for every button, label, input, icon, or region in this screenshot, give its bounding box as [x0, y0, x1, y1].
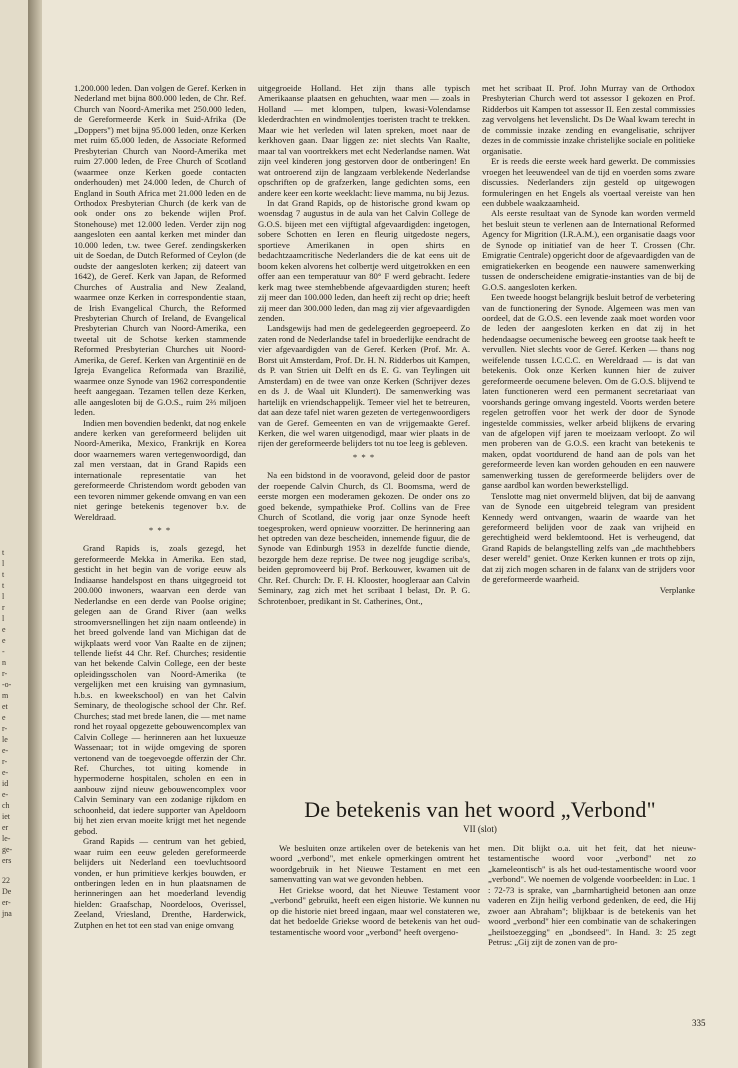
margin-fragment: t	[2, 581, 5, 590]
paragraph: Na een bidstond in de vooravond, geleid door de pastor der roepende Calvin Church, ds Cl. Boomsma, werd de eerste morgen een moderamen gekozen. De onder ons zo goed bekende, sympathieke Prof. Collins van de Free Church of Scotland, die vorig jaar onze Synode heeft toegesproken, werd opnieuw voorzitter. De herinnering aan het optreden van deze bescheiden, innemende figuur, die de Synode van Edinburgh 1953 in dezelfde functie diende, bezorgde hem deze reprise. De twee nog jeugdige scriba's, beiden gepromoveerd bij Prof. Berkouwer, kwamen uit de Chr. Ref. Church: Dr. F. H. Klooster, hoogleraar aan Calvin Seminary, zag zich met het scribaat I belast, Dr. P. G. Schrotenboer, predikant in St. Catherines, Ont.,	[258, 470, 470, 606]
margin-fragment: t	[2, 570, 5, 579]
section-separator: * * *	[148, 525, 172, 536]
margin-fragment: l	[2, 559, 5, 568]
article1-column-2	[258, 83, 470, 606]
article2-column-1	[270, 843, 480, 937]
margin-fragment: r-	[2, 669, 8, 678]
article2-title: De betekenis van het woord „Verbond"	[304, 797, 656, 822]
article2-column-2	[488, 843, 696, 948]
margin-fragment: e	[2, 713, 6, 722]
margin-fragment: t	[2, 548, 5, 557]
margin-fragment: l	[2, 614, 5, 623]
page-number: 335	[692, 1018, 706, 1028]
margin-fragment: -	[2, 647, 5, 656]
margin-fragment: ge-	[2, 845, 13, 854]
previous-page-margin	[0, 0, 30, 1068]
margin-fragment: er	[2, 823, 9, 832]
section-separator: * * *	[352, 451, 376, 462]
paragraph: In dat Grand Rapids, op de historische grond kwam op woensdag 7 augustus in de aula van het Calvin College de G.O.S. bijeen met een vijftigtal afgevaardigden: ingetogen, sobere Schotten en Ieren en fleurig uitgedoste negers, sportieve Amerikanen in open shirts en bedachtzaamcritische Nederlanders die de kat eens uit de boom keken alvorens het colbertje werd uitgetrokken en een offer aan een temperatuur van 80° F werd gebracht. Iedere kerk mag twee stemhebbende afgevaardigden sturen; heeft zij meer dan 100.000 leden, dan heeft zij recht op drie; heeft zij meer dan 300.000 leden, dan mag zij vier afgevaardigden zenden.	[258, 197, 470, 323]
margin-fragment: le-	[2, 834, 11, 843]
margin-fragment: m	[2, 691, 9, 700]
paragraph: 1.200.000 leden. Dan volgen de Geref. Kerken in Nederland met bijna 800.000 leden, de Chr. Ref. Church van Noord-Amerika met 250.000 leden, de Gereformeerde Kerk in Suid-Afrika (De „Doppers") met bijna 95.000 leden, onze Kerken met ruim 65.000 leden, de Associate Reformed Presbyterian Church van Noord-Amerika met ruim 27.000 leden, de Free Church of Scotland (waarmee onze Kerken goede contacten onderhouden) met 24.000 leden, de Church of England in South Africa met 21.000 leden en de Orthodox Presbyterian Church (de kerk van de ook onder ons zo bekende wijlen Prof. Stonehouse) met 12.000 leden. Verder zijn nog aangesloten een aantal kerken met minder dan 10.000 leden, t.w. twee Geref. zendingskerken uit de Soedan, de Dutch Reformed of Ceylon (de oudste der aangesloten kerken; zij dateert van 1642), de Geref. Kerk van Japan, de Reformed Churches of Australia and New Zealand, waarmee onze Kerken in correspondentie staan, de Irish Evangelical Church, the Reformed Presbyterian Church of Ireland, de Evangelical Presbyterian Church van Noord-Amerika, een tweetal uit de Schotse kerken stammende Reformed Presbyterian Churches uit Noord-Amerika, de Geref. Kerken van Argentinië en de Igreja Evangelica Reformada van Brazilië, waarmee onze Synode van 1962 correspondentie heeft aangegaan. Tezamen tellen deze Kerken, alle aangesloten bij de G.O.S., ruim 2⅔ miljoen leden.	[74, 83, 246, 418]
paragraph: Landsgewijs had men de gedelegeerden gegroepeerd. Zo zaten rond de Nederlandse tafel in broederlijke eendracht de vier afgevaardigden van de Geref. Kerken (Prof. Mr. A. Borst uit Amsterdam, Prof. Dr. H. N. Ridderbos uit Kampen, ds P. van Strien uit Delft en ds E. G. van Teylingen uit Amsterdam) en de twee van onze Kerken (Schrijver dezes en ds J. de Waal uit Klundert). De samenwerking was hartelijk en vriendschappelijk. Temeer viel het te betreuren, dat aan deze tafel niet waren gezeten de vertegenwoordigers van de Geref. Gemeenten en van de vrijgemaakte Geref. Kerken, die wel waren uitgenodigd, maar wier plaats in de rijen der gereformeerde belijders tot nu toe leeg is gebleven.	[258, 323, 470, 449]
margin-fragment: iet	[2, 812, 10, 821]
paragraph: men. Dit blijkt o.a. uit het feit, dat het nieuw-testamentische woord voor „verbond" net zo „kameleontisch" is als het oud-testamentische woord voor „verbond". We noemen de volgende voorbeelden: in Luc. 1 : 72-73 is sprake, van „barmhartigheid betonen aan onze vaderen en Zijn heilig verbond gedenken, de eed, die Hij zwoer aan Abraham"; blijkbaar is de betekenis van het woord „verbond" hier een combinatie van de schakeringen „heilstoezegging" en „bondseed". In Hand. 3: 25 zegt Petrus: „Gij zijt de zonen van de pro-	[488, 843, 696, 948]
margin-fragment: le	[2, 735, 8, 744]
margin-fragment: ch	[2, 801, 10, 810]
margin-fragment: e-	[2, 768, 9, 777]
margin-fragment: r-	[2, 757, 8, 766]
margin-fragment: id	[2, 779, 9, 788]
paragraph: Er is reeds die eerste week hard gewerkt. De commissies vroegen het leeuwendeel van de tijd en voerden soms zware discussies. Nederlanders zijn gesteld op uitgewogen formuleringen en het Engels als voertaal vereiste van hen een dubbele waakzaamheid.	[482, 156, 695, 208]
margin-fragment: ers	[2, 856, 12, 865]
margin-fragment: et	[2, 702, 8, 711]
paragraph: Grand Rapids — centrum van het gebied, waar ruim een eeuw geleden gereformeerde belijders uit Nederland een toevluchtsoord vonden, er hun primitieve kerkjes bouwden, er ontberingen leden en in hun plaatsnamen de herinneringen aan het moederland levendig hielden: Graafschap, Noordeloos, Overissel, Zeeland, Vriesland, Drenthe, Harderwick, Zutphen en het tot een stad van enige omvang	[74, 836, 246, 930]
margin-fragment: l	[2, 592, 5, 601]
margin-fragment: r	[2, 603, 5, 612]
paragraph: Een tweede hoogst belangrijk besluit betrof de verbetering van de functionering der Synode. Algemeen was men van oordeel, dat de G.O.S. een levende zaak moet worden voor de leden der aangesloten kerken en dat zij in het hedendaagse oecumenische beweeg een grootse taak heeft te vervullen. Niet slechts voor de Geref. Kerken — thans nog weifelende tussen I.C.C.C. en Wereldraad — is dat van betekenis. Ook onze Kerken kunnen hier de zuiver gereformeerde oecumene beleven. Om de G.O.S. blijvend te laten functioneren werd een permanent secretariaat van voorshands geringe omvang ingesteld. Voorts werden betere regelen getroffen voor het werk der door de Synode ingestelde commissies, welker arbeid blijkens de ervaring van de afgelopen vijf jaren te moeizaam verloopt. Zo wil men proberen van de G.O.S. een kracht van betekenis te maken, opdat voortdurend de hand aan de pols van het gereformeerde leven kan worden gehouden en een nauwere samenwerking tussen de gereformeerde belijders over de ganse aardbol kan worden bewerkstelligd.	[482, 292, 695, 491]
margin-fragment: jna	[2, 909, 12, 918]
paragraph: Tenslotte mag niet onvermeld blijven, dat bij de aanvang van de Synode een uitgebreid telegram van president Kennedy werd ontvangen, waarin de waarde van het gereformeerd belijden voor de zaak van vrijheid en gerechtigheid werd beklemtoond. Het is verheugend, dat Grand Rapids de belangstelling zelfs van „de machthebbers deser wereld" geniet. Onze Kerken kunnen er trots op zijn, dat zij zich mogen scharen in de falanx van de strijders voor de gereformeerde waarheid.	[482, 490, 695, 585]
margin-fragment: er-	[2, 898, 11, 907]
article1-column-1	[74, 83, 246, 930]
margin-fragment: De	[2, 887, 12, 896]
margin-fragment: e	[2, 625, 6, 634]
margin-fragment: e-	[2, 746, 9, 755]
article2-subtitle: VII (slot)	[463, 824, 497, 834]
paragraph: uitgegroeide Holland. Het zijn thans alle typisch Amerikaanse plaatsen en gehuchten, waar men — zoals in Holland — met klompen, tulpen, kwasi-Volendamse klederdrachten en windmolentjes toeristen tracht te trekken. Maar wie het verleden wil laten spreken, moet naar de kerkhoven gaan. Daar liggen ze: niet slechts Van Raalte, maar tal van voortrekkers met echt Nederlandse namen. Wat zijn veel kinderen jong gestorven door de ontberingen! En wat ontroerend zijn de langzaam verblekende Nederlandse opschriften op de grafzerken, lange gedichten soms, een andere keer een korte weeklacht: lieve mamma, nu bij Jezus.	[258, 83, 470, 198]
article1-column-3	[482, 83, 695, 595]
paragraph: Grand Rapids is, zoals gezegd, het gereformeerde Mekka in Amerika. Een stad, gesticht in het begin van de vorige eeuw als Indiaanse handelspost en thans uitgegroeid tot 200.000 inwoners, waarvan een derde van Nederlandse en een derde van Poolse origine; gelegen aan de Grand River (aan welks stroomversnellingen het zijn naam ontleende) in het breed golvende land van Michigan dat de wijkplaats werd voor Van Raalte en de zijnen; tellende liefst 44 Chr. Ref. Churches; residentie van het bekende Calvin College, een der beste opleidingsscholen van Noord-Amerika (te vergelijken met een kruising van gymnasium, h.b.s. en kweekschool) en van het Calvin Seminary, de theologische school der Chr. Ref. Churches; stad met brede lanen, die — met name rond het royaal opgezette gebouwencomplex van Calvin College — herinneren aan het luxueuze Wassenaar; tot in wijde omgeving de sporen vertonend van de toegevoegde offerzin der Chr. Ref. Churches, tot uiting komende in hypermoderne hospitalen, scholen en een in aanbouw zijnd nieuw gebouwencomplex voor Calvin Seminary van een zodanige rijkdom en schoonheid, dat iedere supporter van Apeldoorn bij het zien ervan moeite krijgt met het negende gebod.	[74, 543, 246, 836]
margin-fragment: n	[2, 658, 6, 667]
paragraph: Als eerste resultaat van de Synode kan worden vermeld het besluit steun te verlenen aan de International Reformed Agency for Migrition (I.R.A.M.), een organisatie daags voor de Synode op initiatief van de heer T. Crossen (Chr. Emigratie Centrale) opgericht door de afgevaardigden van de emigratiekerken en beogende een nauwere samenwerking tussen de onderscheidene emigratie-instanties van de bij de G.O.S. aangesloten kerken.	[482, 208, 695, 292]
paragraph: Indien men bovendien bedenkt, dat nog enkele andere kerken van gereformeerd belijden uit Noord-Amerika, Mexico, Frankrijk en Korea door waarnemers waren vertegenwoordigd, dan zal men verstaan, dat in Grand Rapids een internationale representatie van het gereformeerde Christendom wordt geboden van een tevoren nimmer gekende omvang en van een niet geringe betekenis tegenover b.v. de Wereldraad.	[74, 417, 246, 522]
margin-fragment: e-	[2, 790, 9, 799]
paragraph: We besluiten onze artikelen over de betekenis van het woord „verbond", met enkele opmerkingen omtrent het woordgebruik in het Nieuwe Testament en met een samenvatting van wat we gevonden hebben.	[270, 843, 480, 885]
author-signature: Verplanke	[659, 584, 695, 595]
margin-fragment: -o-	[2, 680, 12, 689]
paragraph: met het scribaat II. Prof. John Murray van de Orthodox Presbyterian Church werd tot assessor I gekozen en Prof. Ridderbos uit Kampen tot assessor II. Een zestal commissies zag vervolgens het levenslicht. Ds De Waal kwam terecht in de commissie inzake zending en evangelisatie, schrijver dezes in de commissie inzake christelijke sociale en politieke organisatie.	[482, 83, 695, 156]
margin-fragment: e	[2, 636, 6, 645]
margin-fragment: 22	[2, 876, 10, 885]
paragraph: Het Griekse woord, dat het Nieuwe Testament voor „verbond" gebruikt, heeft een eigen historie. We kunnen nu op die historie niet breed ingaan, maar wel constateren we, dat het bedoelde Griekse woord de betekenis van het oud-testamentische woord voor „verbond" heeft overgeno-	[270, 884, 480, 937]
margin-fragment: r-	[2, 724, 8, 733]
